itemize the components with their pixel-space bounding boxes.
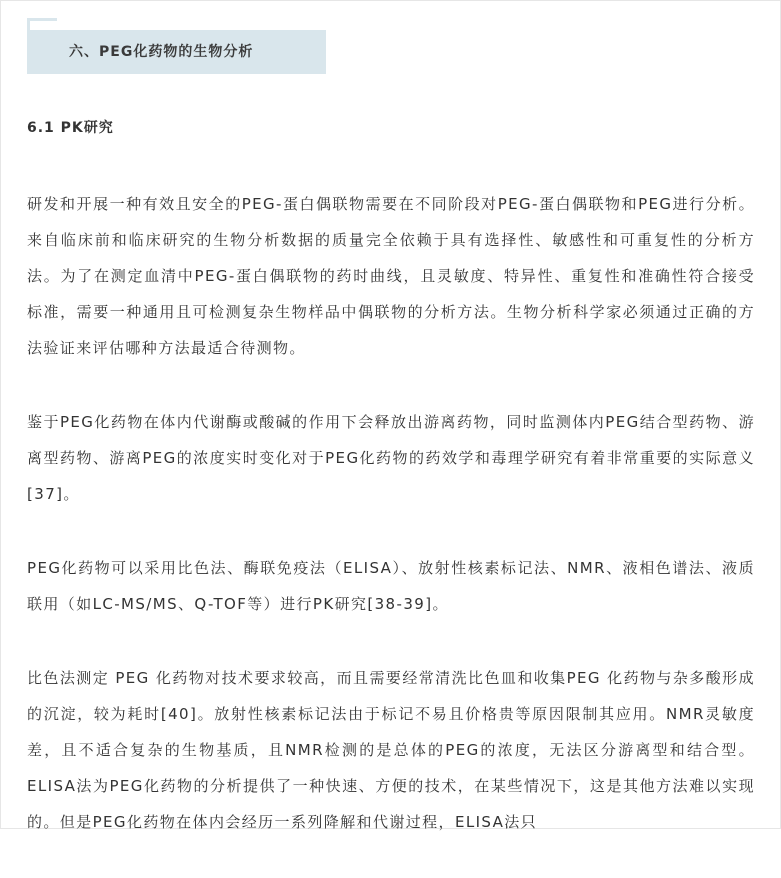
article-body [27,186,755,878]
section-title: 六、PEG化药物的生物分析 [69,44,254,60]
section-banner [27,30,326,74]
banner-corner-decoration [27,18,57,30]
paragraph: PEG化药物可以采用比色法、酶联免疫法（ELISA）、放射性核素标记法、NMR、液相色谱法、液质联用（如LC-MS/MS、Q-TOF等）进行PK研究[38-39]。 [27,559,755,613]
subsection-title: 6.1 PK研究 [27,120,114,136]
paragraph: 鉴于PEG化药物在体内代谢酶或酸碱的作用下会释放出游离药物，同时监测体内PEG结合型药物、游离型药物、游离PEG的浓度实时变化对于PEG化药物的药效学和毒理学研究有着非常重要的实际意义[37]。 [27,413,755,503]
paragraph: 研发和开展一种有效且安全的PEG-蛋白偶联物需要在不同阶段对PEG-蛋白偶联物和PEG进行分析。来自临床前和临床研究的生物分析数据的质量完全依赖于具有选择性、敏感性和可重复性的分析方法。为了在测定血清中PEG-蛋白偶联物的药时曲线，且灵敏度、特异性、重复性和准确性符合接受标准，需要一种通用且可检测复杂生物样品中偶联物的分析方法。生物分析科学家必须通过正确的方法验证来评估哪种方法最适合待测物。 [27,195,755,357]
paragraph: 比色法测定 PEG 化药物对技术要求较高，而且需要经常清洗比色皿和收集PEG 化药物与杂多酸形成的沉淀，较为耗时[40]。放射性核素标记法由于标记不易且价格贵等原因限制其应用。NMR灵敏度差，且不适合复杂的生物基质，且NMR检测的是总体的PEG的浓度，无法区分游离型和结合型。ELISA法为PEG化药物的分析提供了一种快速、方便的技术，在某些情况下，这是其他方法难以实现的。但是PEG化药物在体内会经历一系列降解和代谢过程，ELISA法只 [27,669,755,831]
